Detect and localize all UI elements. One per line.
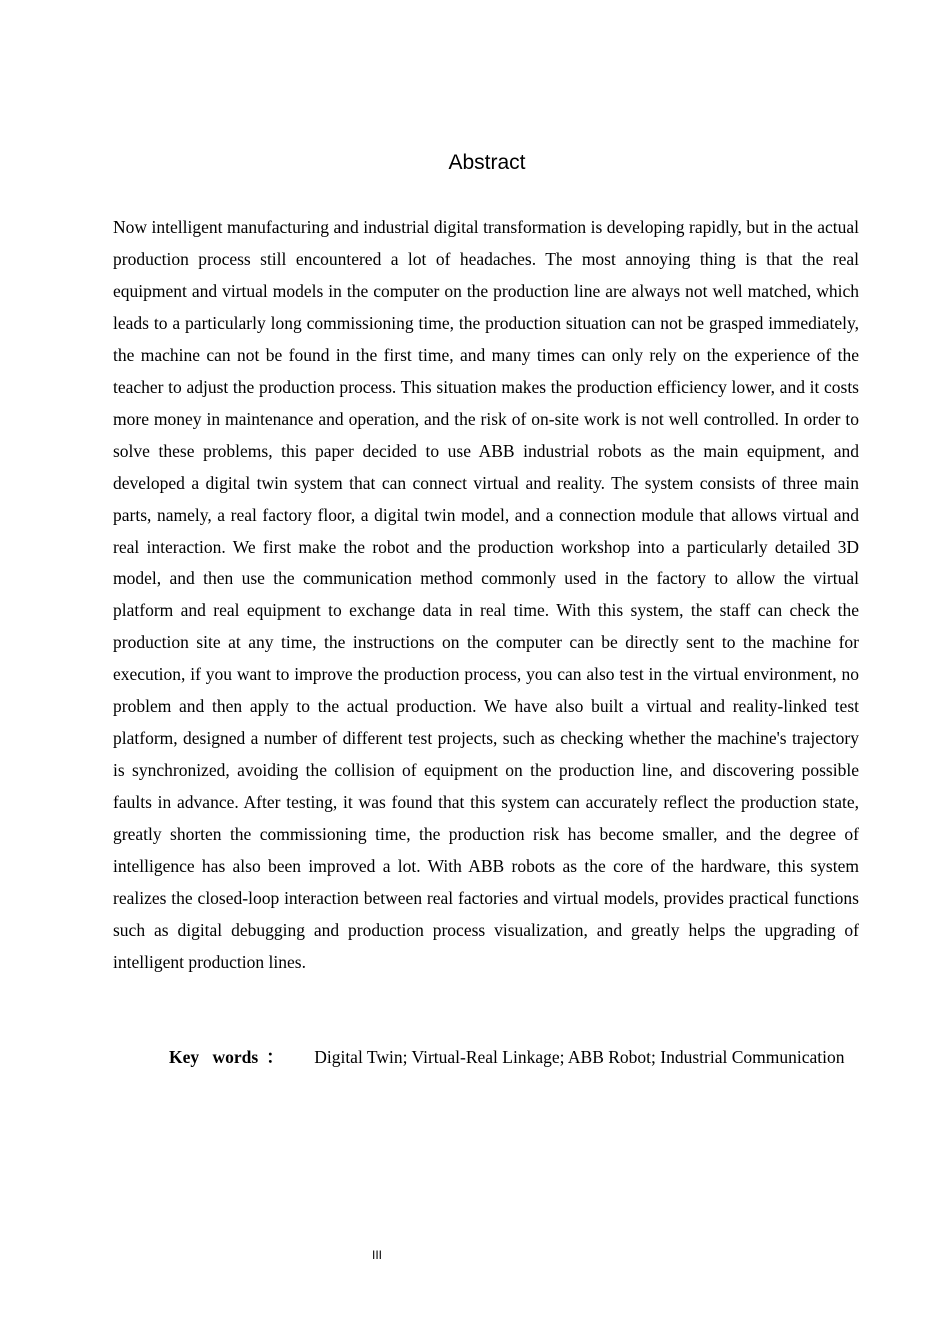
keywords-list: Digital Twin; Virtual-Real Linkage; ABB Robot; Industrial Communication (314, 1047, 845, 1067)
keywords-paragraph (113, 1042, 859, 1074)
abstract-body: Now intelligent manufacturing and industrial digital transformation is developing rapidly, but in the actual production process still encountered a lot of headaches. The most annoying thing is that the real equipment and virtual models in the computer on the production line are always not well matched, which leads to a particularly long commissioning time, the production situation can not be grasped immediately, the machine can not be found in the first time, and many times can only rely on the experience of the teacher to adjust the production process. This situation makes the production efficiency lower, and it costs more money in maintenance and operation, and the risk of on-site work is not well controlled. In order to solve these problems, this paper decided to use ABB industrial robots as the main equipment, and developed a digital twin system that can connect virtual and reality. The system consists of three main parts, namely, a real factory floor, a digital twin model, and a connection module that allows virtual and real interaction. We first make the robot and the production workshop into a particularly detailed 3D model, and then use the communication method commonly used in the factory to allow the virtual platform and real equipment to exchange data in real time. With this system, the staff can check the production site at any time, the instructions on the computer can be directly sent to the machine for execution, if you want to improve the production process, you can also test in the virtual environment, no problem and then apply to the actual production. We have also built a virtual and reality-linked test platform, designed a number of different test projects, such as checking whether the machine's trajectory is synchronized, avoiding the collision of equipment on the production line, and discovering possible faults in advance. After testing, it was found that this system can accurately reflect the production state, greatly shorten the commissioning time, the production risk has become smaller, and the degree of intelligence has also been improved a lot. With ABB robots as the core of the hardware, this system realizes the closed-loop interaction between real factories and virtual models, provides practical functions such as digital debugging and production process visualization, and greatly helps the upgrading of intelligent production lines. (113, 217, 859, 972)
keywords-label: Key words (169, 1047, 259, 1067)
keywords-colon: ： (266, 1047, 284, 1067)
page-number: III (371, 1248, 382, 1262)
abstract-title: Abstract (448, 151, 526, 174)
